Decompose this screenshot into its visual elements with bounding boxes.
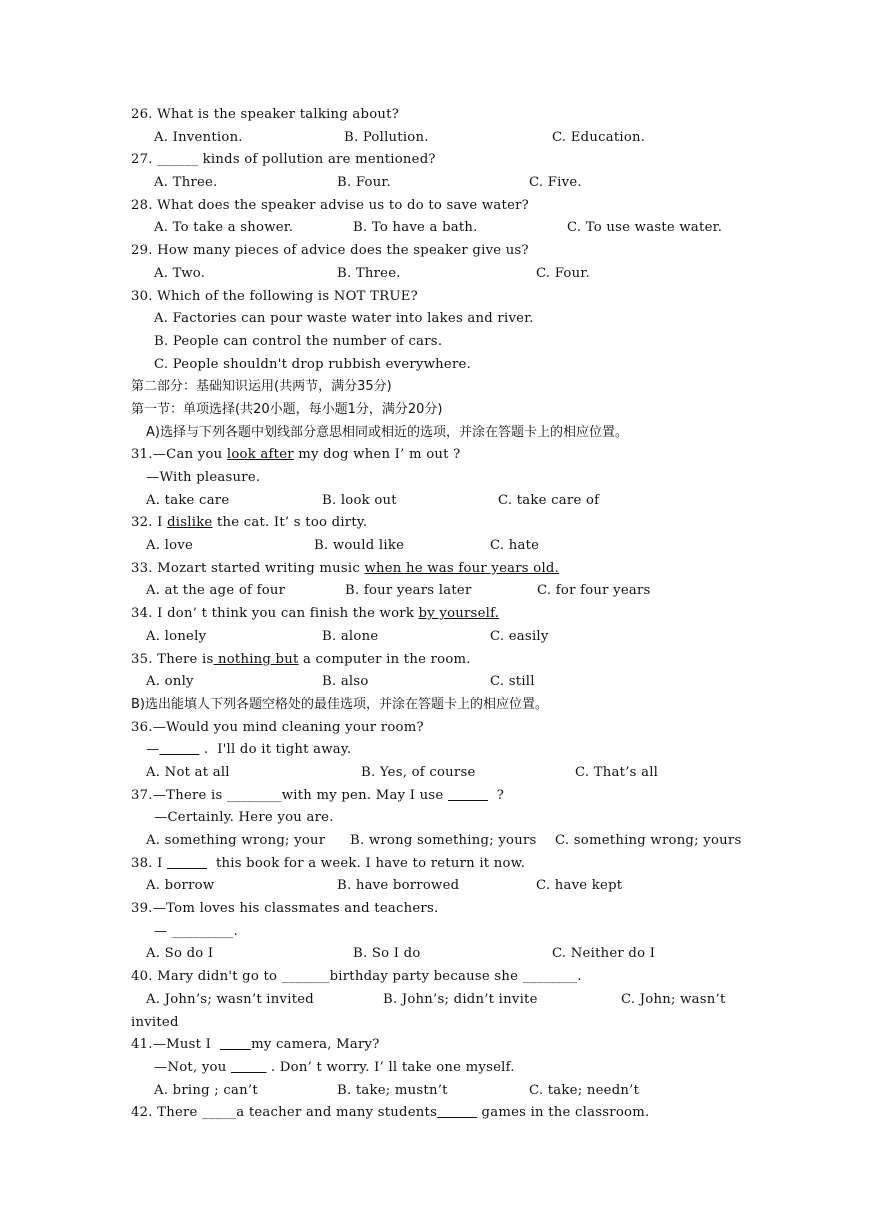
line-text: . I'll do it tight away. xyxy=(199,742,352,758)
section-heading xyxy=(0,376,869,399)
line-text: — xyxy=(146,742,160,758)
question-line xyxy=(0,308,869,331)
underlined-text: nothing but xyxy=(213,651,299,667)
line-text: 28. What does the speaker advise us to do to save water? xyxy=(131,197,529,213)
answer-options-line xyxy=(0,263,869,286)
answer-options-line xyxy=(0,535,869,558)
answer-option: B. John’s; didn’t invite xyxy=(383,991,538,1007)
underlined-text: by yourself. xyxy=(418,606,500,622)
line-text: this book for a week. I have to return it now. xyxy=(207,855,526,871)
answer-options-line xyxy=(0,217,869,240)
line-text: 41.—Must I xyxy=(131,1037,221,1053)
answer-option: A. borrow xyxy=(146,878,215,894)
answer-option: B. Three. xyxy=(337,265,401,281)
answer-option: A. Three. xyxy=(154,175,218,191)
answer-option: A. lonely xyxy=(146,628,207,644)
answer-option: C. John; wasn’t xyxy=(621,991,726,1007)
line-text: 39.—Tom loves his classmates and teachers. xyxy=(131,901,439,917)
answer-option: A. Not at all xyxy=(146,764,230,780)
line-text: games in the classroom. xyxy=(477,1105,650,1121)
underlined-text xyxy=(231,1060,267,1075)
answer-option: B. have borrowed xyxy=(337,878,460,894)
answer-options-line xyxy=(0,127,869,150)
answer-options-line xyxy=(0,943,869,966)
section-heading xyxy=(0,422,869,445)
question-line xyxy=(0,104,869,127)
answer-option: B. also xyxy=(322,674,369,690)
answer-option: B. alone xyxy=(322,628,379,644)
answer-option: B. four years later xyxy=(345,583,472,599)
line-text: 29. How many pieces of advice does the speaker give us? xyxy=(131,243,529,259)
line-text: — _________. xyxy=(154,923,238,939)
exam-page xyxy=(0,104,869,1125)
line-text: 30. Which of the following is NOT TRUE? xyxy=(131,288,418,304)
line-text: 37.—There is ________with my pen. May I use xyxy=(131,787,448,803)
line-text: B)选出能填人下列各题空格处的最佳选项，并涂在答题卡上的相应位置。 xyxy=(131,696,548,712)
underlined-text xyxy=(448,788,488,803)
answer-option: C. have kept xyxy=(536,878,623,894)
answer-option: B. look out xyxy=(322,492,397,508)
answer-option: A. Two. xyxy=(154,265,206,281)
line-text: 35. There is xyxy=(131,651,214,667)
line-text: my dog when I’ m out ? xyxy=(293,447,461,463)
underlined-text: look after xyxy=(226,447,294,463)
answer-option: C. To use waste water. xyxy=(567,220,723,236)
section-heading xyxy=(0,694,869,717)
answer-option: C. take care of xyxy=(498,492,600,508)
underlined-text xyxy=(437,1105,477,1120)
answer-option: C. That’s all xyxy=(575,764,659,780)
line-text: 34. I don’ t think you can finish the work xyxy=(131,606,419,622)
answer-option: B. would like xyxy=(314,538,405,554)
question-line xyxy=(0,603,869,626)
line-text: the cat. It’ s too dirty. xyxy=(212,515,368,531)
answer-option: C. still xyxy=(490,674,535,690)
answer-option: C. take; needn’t xyxy=(529,1082,640,1098)
question-line xyxy=(0,898,869,921)
answer-options-line xyxy=(0,580,869,603)
question-line xyxy=(0,444,869,467)
line-text: 33. Mozart started writing music xyxy=(131,560,365,576)
answer-option: B. Pollution. xyxy=(344,129,429,145)
line-text: 36.—Would you mind cleaning your room? xyxy=(131,719,424,735)
answer-option: C. easily xyxy=(490,628,549,644)
answer-option: A. at the age of four xyxy=(146,583,286,599)
answer-option: A. only xyxy=(146,674,194,690)
line-text: B. People can control the number of cars. xyxy=(154,333,443,349)
answer-options-line xyxy=(0,762,869,785)
question-line xyxy=(0,966,869,989)
answer-option: A. To take a shower. xyxy=(154,220,294,236)
answer-option: C. hate xyxy=(490,538,540,554)
line-text: 第二部分：基础知识运用(共两节，满分35分) xyxy=(131,379,392,395)
line-text: 31.—Can you xyxy=(131,447,227,463)
line-text: —Certainly. Here you are. xyxy=(154,810,334,826)
line-text: 42. There _____a teacher and many students xyxy=(131,1105,438,1121)
line-text: 第一节：单项选择(共20小题，每小题1分，满分20分) xyxy=(131,401,443,417)
answer-options-line xyxy=(0,875,869,898)
line-text: invited xyxy=(131,1014,179,1030)
question-line xyxy=(0,853,869,876)
question-line xyxy=(0,649,869,672)
answer-option: B. So I do xyxy=(353,946,421,962)
question-line xyxy=(0,467,869,490)
answer-option: C. for four years xyxy=(537,583,651,599)
answer-option: B. wrong something; yours xyxy=(350,833,537,848)
question-line xyxy=(0,195,869,218)
underlined-text: dislike xyxy=(167,515,213,531)
underlined-text xyxy=(159,742,199,757)
answer-option: A. bring ; can’t xyxy=(154,1082,258,1098)
line-text: A)选择与下列各题中划线部分意思相同或相近的选项，并涂在答题卡上的相应位置。 xyxy=(146,424,628,440)
answer-option: A. So do I xyxy=(146,946,214,962)
answer-option: A. love xyxy=(146,538,194,554)
line-text: A. Factories can pour waste water into lakes and river. xyxy=(154,311,534,327)
line-text: 40. Mary didn't go to _______birthday party because she ________. xyxy=(131,969,582,985)
answer-option: A. Invention. xyxy=(154,129,243,145)
line-text: C. People shouldn't drop rubbish everywhere. xyxy=(154,356,472,372)
line-text: my camera, Mary? xyxy=(251,1037,380,1053)
question-line xyxy=(0,558,869,581)
line-text: 27. ______ kinds of pollution are mentioned? xyxy=(131,152,436,168)
answer-option: C. Five. xyxy=(529,175,582,191)
answer-option: B. Yes, of course xyxy=(361,764,476,780)
question-line xyxy=(0,807,869,830)
question-line xyxy=(0,1102,869,1125)
answer-options-line xyxy=(0,671,869,694)
question-line xyxy=(0,1012,869,1035)
question-line xyxy=(0,921,869,944)
line-text: ? xyxy=(487,787,505,803)
answer-option: B. Four. xyxy=(337,175,391,191)
line-text: —With pleasure. xyxy=(146,470,261,485)
line-text: —Not, you xyxy=(154,1059,231,1075)
answer-options-line xyxy=(0,989,869,1012)
answer-option: B. take; mustn’t xyxy=(337,1082,448,1098)
answer-options-line xyxy=(0,1080,869,1103)
answer-option: C. Education. xyxy=(552,129,646,145)
line-text: . Don’ t worry. I’ ll take one myself. xyxy=(266,1059,515,1075)
question-line xyxy=(0,240,869,263)
answer-option: C. something wrong; yours xyxy=(555,833,742,848)
answer-option: A. take care xyxy=(146,492,230,508)
answer-option: A. something wrong; your xyxy=(146,833,326,848)
question-line xyxy=(0,717,869,740)
underlined-text xyxy=(167,856,207,871)
answer-options-line xyxy=(0,626,869,649)
underlined-text: when he was four years old. xyxy=(364,560,560,576)
question-line xyxy=(0,149,869,172)
question-line xyxy=(0,512,869,535)
underlined-text xyxy=(220,1037,251,1052)
question-line xyxy=(0,286,869,309)
line-text: 26. What is the speaker talking about? xyxy=(131,107,400,122)
question-line xyxy=(0,354,869,377)
question-line xyxy=(0,1034,869,1057)
answer-options-line xyxy=(0,490,869,513)
answer-option: C. Neither do I xyxy=(552,946,656,962)
section-heading xyxy=(0,399,869,422)
answer-options-line xyxy=(0,172,869,195)
answer-option: A. John’s; wasn’t invited xyxy=(146,991,314,1007)
question-line xyxy=(0,739,869,762)
line-text: a computer in the room. xyxy=(298,651,471,667)
line-text: 38. I xyxy=(131,855,168,871)
answer-option: B. To have a bath. xyxy=(353,220,478,236)
answer-option: C. Four. xyxy=(536,265,590,281)
question-line xyxy=(0,1057,869,1080)
question-line xyxy=(0,331,869,354)
question-line xyxy=(0,785,869,808)
line-text: 32. I xyxy=(131,515,168,531)
answer-options-line xyxy=(0,830,869,853)
